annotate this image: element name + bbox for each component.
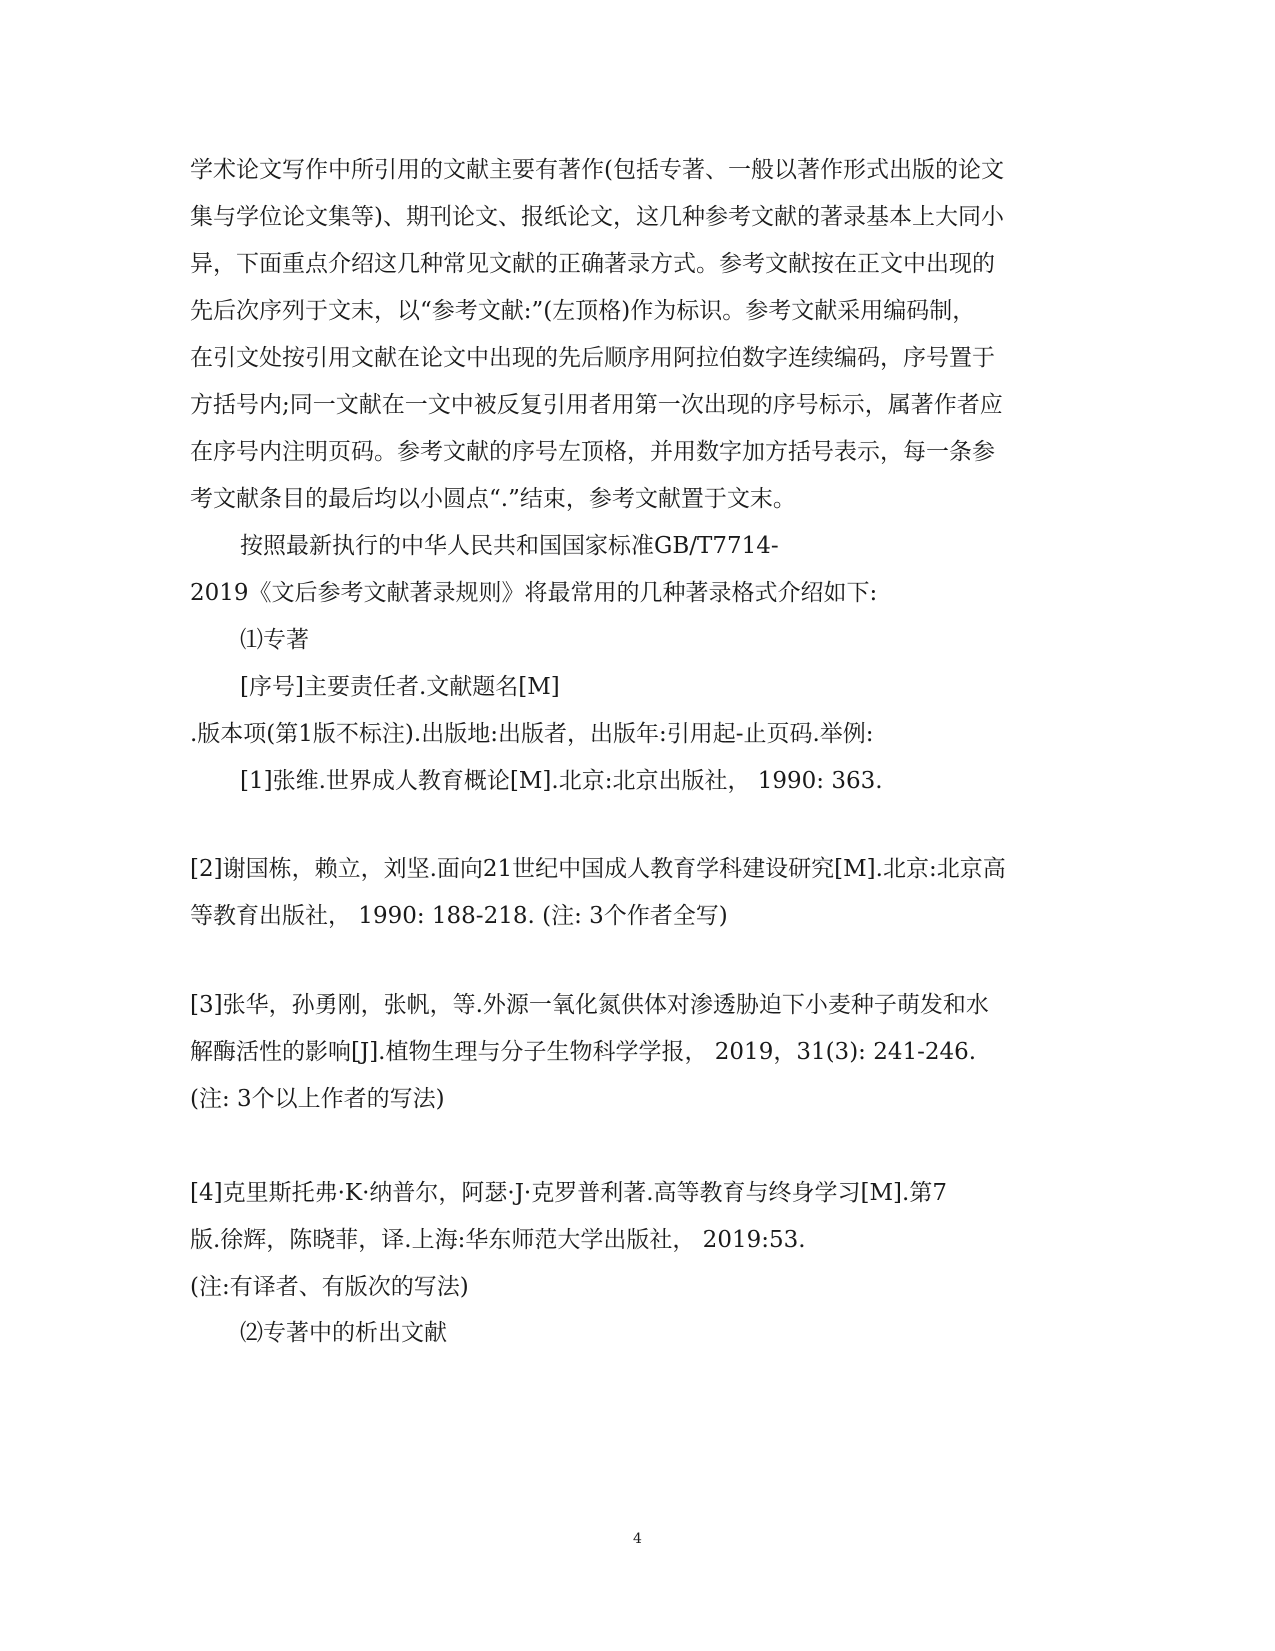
standard-line: 2019《文后参考文献著录规则》将最常用的几种著录格式介绍如下: <box>190 580 878 606</box>
page-number: 4 <box>633 1531 642 1547</box>
example-3-line: [3]张华，孙勇刚，张帆，等.外源一氧化氮供体对渗透胁迫下小麦种子萌发和水 <box>190 992 989 1018</box>
example-2-line: [2]谢国栋，赖立，刘坚.面向21世纪中国成人教育学科建设研究[M].北京:北京高 <box>190 856 1006 882</box>
intro-line: 学术论文写作中所引用的文献主要有著作(包括专著、一般以著作形式出版的论文 <box>190 157 1004 183</box>
standard-line: 按照最新执行的中华人民共和国国家标准GB/T7714- <box>240 533 779 559</box>
format-line: [序号]主要责任者.文献题名[M] <box>240 674 560 700</box>
intro-line: 集与学位论文集等)、期刊论文、报纸论文，这几种参考文献的著录基本上大同小 <box>190 204 1004 230</box>
example-4-line: 版.徐辉，陈晓菲，译.上海:华东师范大学出版社， 2019:53. <box>190 1227 806 1253</box>
example-2-line: 等教育出版社， 1990: 188-218. (注: 3个作者全写) <box>190 903 728 929</box>
intro-line: 考文献条目的最后均以小圆点“.”结束，参考文献置于文末。 <box>190 486 796 512</box>
example-3-line: 解酶活性的影响[J].植物生理与分子生物科学学报， 2019，31(3): 241-246. <box>190 1039 977 1065</box>
example-4-note: (注:有译者、有版次的写法) <box>190 1274 469 1300</box>
intro-line: 异，下面重点介绍这几种常见文献的正确著录方式。参考文献按在正文中出现的 <box>190 251 995 277</box>
section-heading-monograph: ⑴专著 <box>240 627 309 653</box>
intro-line: 在序号内注明页码。参考文献的序号左顶格，并用数字加方括号表示，每一条参 <box>190 439 995 465</box>
example-1: [1]张维.世界成人教育概论[M].北京:北京出版社， 1990: 363. <box>240 768 883 794</box>
intro-line: 先后次序列于文末，以“参考文献:”(左顶格)作为标识。参考文献采用编码制， <box>190 298 976 324</box>
example-4-line: [4]克里斯托弗·K·纳普尔，阿瑟·J·克罗普利著.高等教育与终身学习[M].第7 <box>190 1180 947 1206</box>
section-heading-analytic: ⑵专著中的析出文献 <box>240 1320 447 1346</box>
intro-line: 在引文处按引用文献在论文中出现的先后顺序用阿拉伯数字连续编码，序号置于 <box>190 345 995 371</box>
example-3-note: (注: 3个以上作者的写法) <box>190 1086 445 1112</box>
intro-line: 方括号内;同一文献在一文中被反复引用者用第一次出现的序号标示，属著作者应 <box>190 392 1003 418</box>
format-line: .版本项(第1版不标注).出版地:出版者，出版年:引用起-止页码.举例: <box>190 721 874 747</box>
